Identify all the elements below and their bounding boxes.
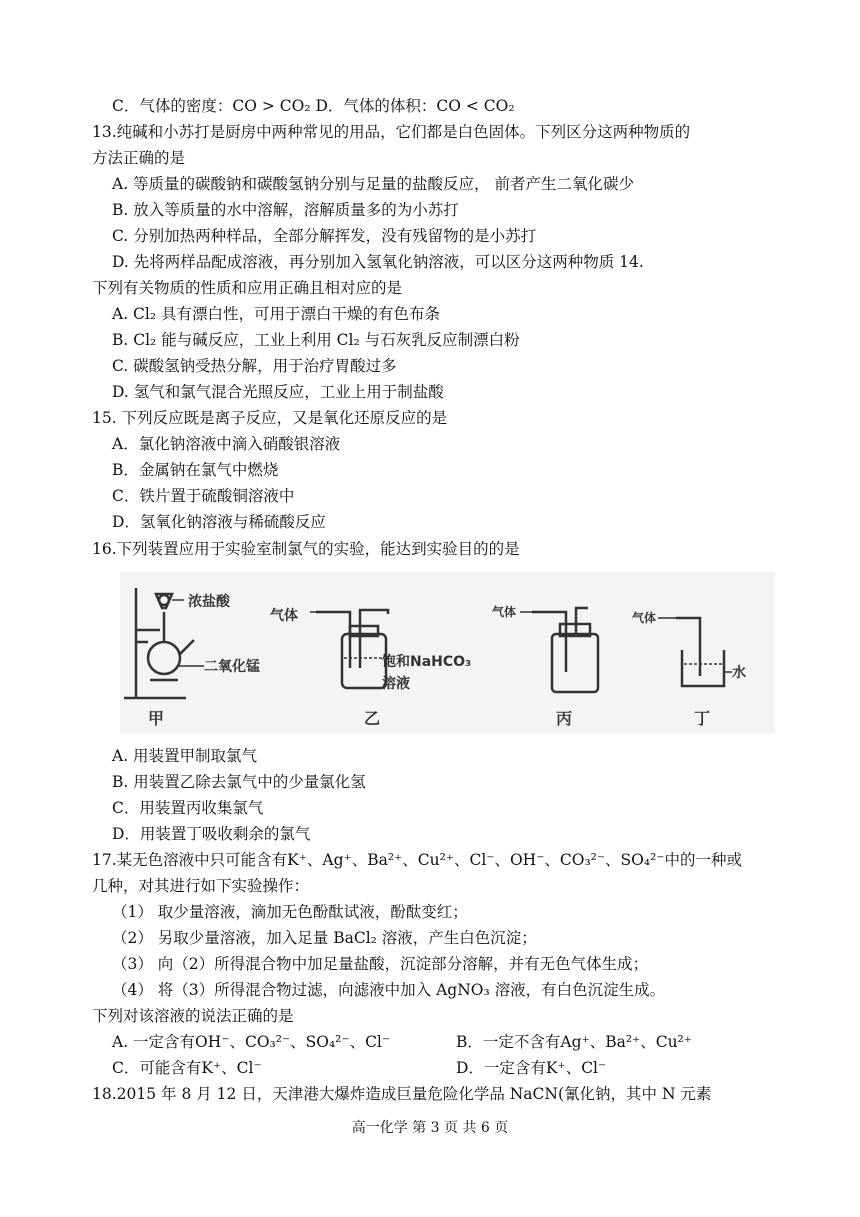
q13-option-d: D. 先将两样品配成溶液，再分别加入氢氧化钠溶液，可以区分这两种物质 14.: [112, 253, 644, 271]
label-mno2: 二氧化锰: [204, 659, 260, 675]
q13-option-a: A. 等质量的碳酸钠和碳酸氢钠分别与足量的盐酸反应， 前者产生二氧化碳少: [112, 175, 634, 193]
q17-step-2: （2） 另取少量溶液，加入足量 BaCl₂ 溶液，产生白色沉淀；: [112, 929, 537, 947]
q17-step-3: （3） 向（2）所得混合物中加足量盐酸，沉淀部分溶解，并有无色气体生成；: [112, 955, 649, 973]
q14-option-b: B. Cl₂ 能与碱反应，工业上利用 Cl₂ 与石灰乳反应制漂白粉: [112, 331, 520, 349]
q16-option-b: B. 用装置乙除去氯气中的少量氯化氢: [112, 773, 366, 791]
q17-option-c: C．可能含有K⁺、Cl⁻: [112, 1059, 262, 1077]
label-yi: 乙: [364, 709, 381, 728]
label-jia: 甲: [148, 709, 165, 728]
q17-question: 下列对该溶液的说法正确的是: [92, 1007, 294, 1025]
label-conc-hcl: 浓盐酸: [188, 594, 230, 610]
label-nahco3: 饱和NaHCO₃: [382, 654, 472, 670]
label-gas-ding: 气体: [632, 611, 657, 625]
label-ding: 丁: [694, 709, 711, 728]
q17-option-d: D．一定含有K⁺、Cl⁻: [456, 1059, 607, 1077]
q16-stem: 16.下列装置应用于实验室制氯气的实验，能达到实验目的的是: [92, 540, 520, 558]
q16-option-a: A. 用装置甲制取氯气: [112, 747, 258, 765]
q13-option-b: B. 放入等质量的水中溶解，溶解质量多的为小苏打: [112, 201, 459, 219]
label-water: 水: [732, 665, 746, 681]
q14-stem: 下列有关物质的性质和应用正确且相对应的是: [92, 279, 403, 297]
label-bing: 丙: [556, 709, 573, 728]
q14-option-a: A. Cl₂ 具有漂白性，可用于漂白干燥的有色布条: [112, 305, 441, 323]
q15-option-c: C．铁片置于硫酸铜溶液中: [112, 487, 295, 505]
q17-option-b: B．一定不含有Ag⁺、Ba²⁺、Cu²⁺: [456, 1033, 692, 1051]
q13-option-c: C. 分别加热两种样品，全部分解挥发，没有残留物的是小苏打: [112, 227, 537, 245]
label-nahco3-solution: 溶液: [382, 676, 410, 692]
label-gas-yi: 气体: [270, 608, 298, 624]
q17-stem-line2: 几种，对其进行如下实验操作：: [92, 877, 310, 895]
q13-stem-line2: 方法正确的是: [92, 149, 186, 167]
q12-options-cd: C．气体的密度：CO > CO₂ D．气体的体积：CO < CO₂: [112, 97, 515, 115]
q17-step-4: （4） 将（3）所得混合物过滤，向滤液中加入 AgNO₃ 溶液，有白色沉淀生成。: [112, 981, 666, 999]
q14-option-d: D. 氢气和氯气混合光照反应，工业上用于制盐酸: [112, 383, 444, 401]
label-gas-bing: 气体: [492, 605, 517, 619]
page-footer: 高一化学 第 3 页 共 6 页: [351, 1120, 509, 1136]
q15-option-d: D．氢氧化钠溶液与稀硫酸反应: [112, 513, 326, 531]
q17-option-a: A. 一定含有OH⁻、CO₃²⁻、SO₄²⁻、Cl⁻: [112, 1033, 391, 1051]
q15-stem: 15. 下列反应既是离子反应，又是氧化还原反应的是: [92, 409, 448, 427]
q16-option-c: C．用装置丙收集氯气: [112, 799, 264, 817]
q15-option-b: B．金属钠在氯气中燃烧: [112, 461, 279, 479]
q18-stem-line1: 18.2015 年 8 月 12 日，天津港大爆炸造成巨量危险化学品 NaCN(氰化钠，其中 N 元素: [92, 1085, 712, 1103]
apparatus-figure: [120, 572, 775, 734]
apparatus-diagram: [120, 572, 775, 734]
q15-option-a: A．氯化钠溶液中滴入硝酸银溶液: [112, 435, 341, 453]
q14-option-c: C. 碳酸氢钠受热分解，用于治疗胃酸过多: [112, 357, 397, 375]
q13-stem-line1: 13.纯碱和小苏打是厨房中两种常见的用品，它们都是白色固体。下列区分这两种物质的: [92, 123, 691, 141]
q17-step-1: （1） 取少量溶液，滴加无色酚酞试液，酚酞变红；: [112, 903, 468, 921]
q17-stem-line1: 17.某无色溶液中只可能含有K⁺、Ag⁺、Ba²⁺、Cu²⁺、Cl⁻、OH⁻、CO₃²⁻、SO₄²⁻中的一种或: [92, 851, 742, 869]
q16-option-d: D．用装置丁吸收剩余的氯气: [112, 825, 311, 843]
